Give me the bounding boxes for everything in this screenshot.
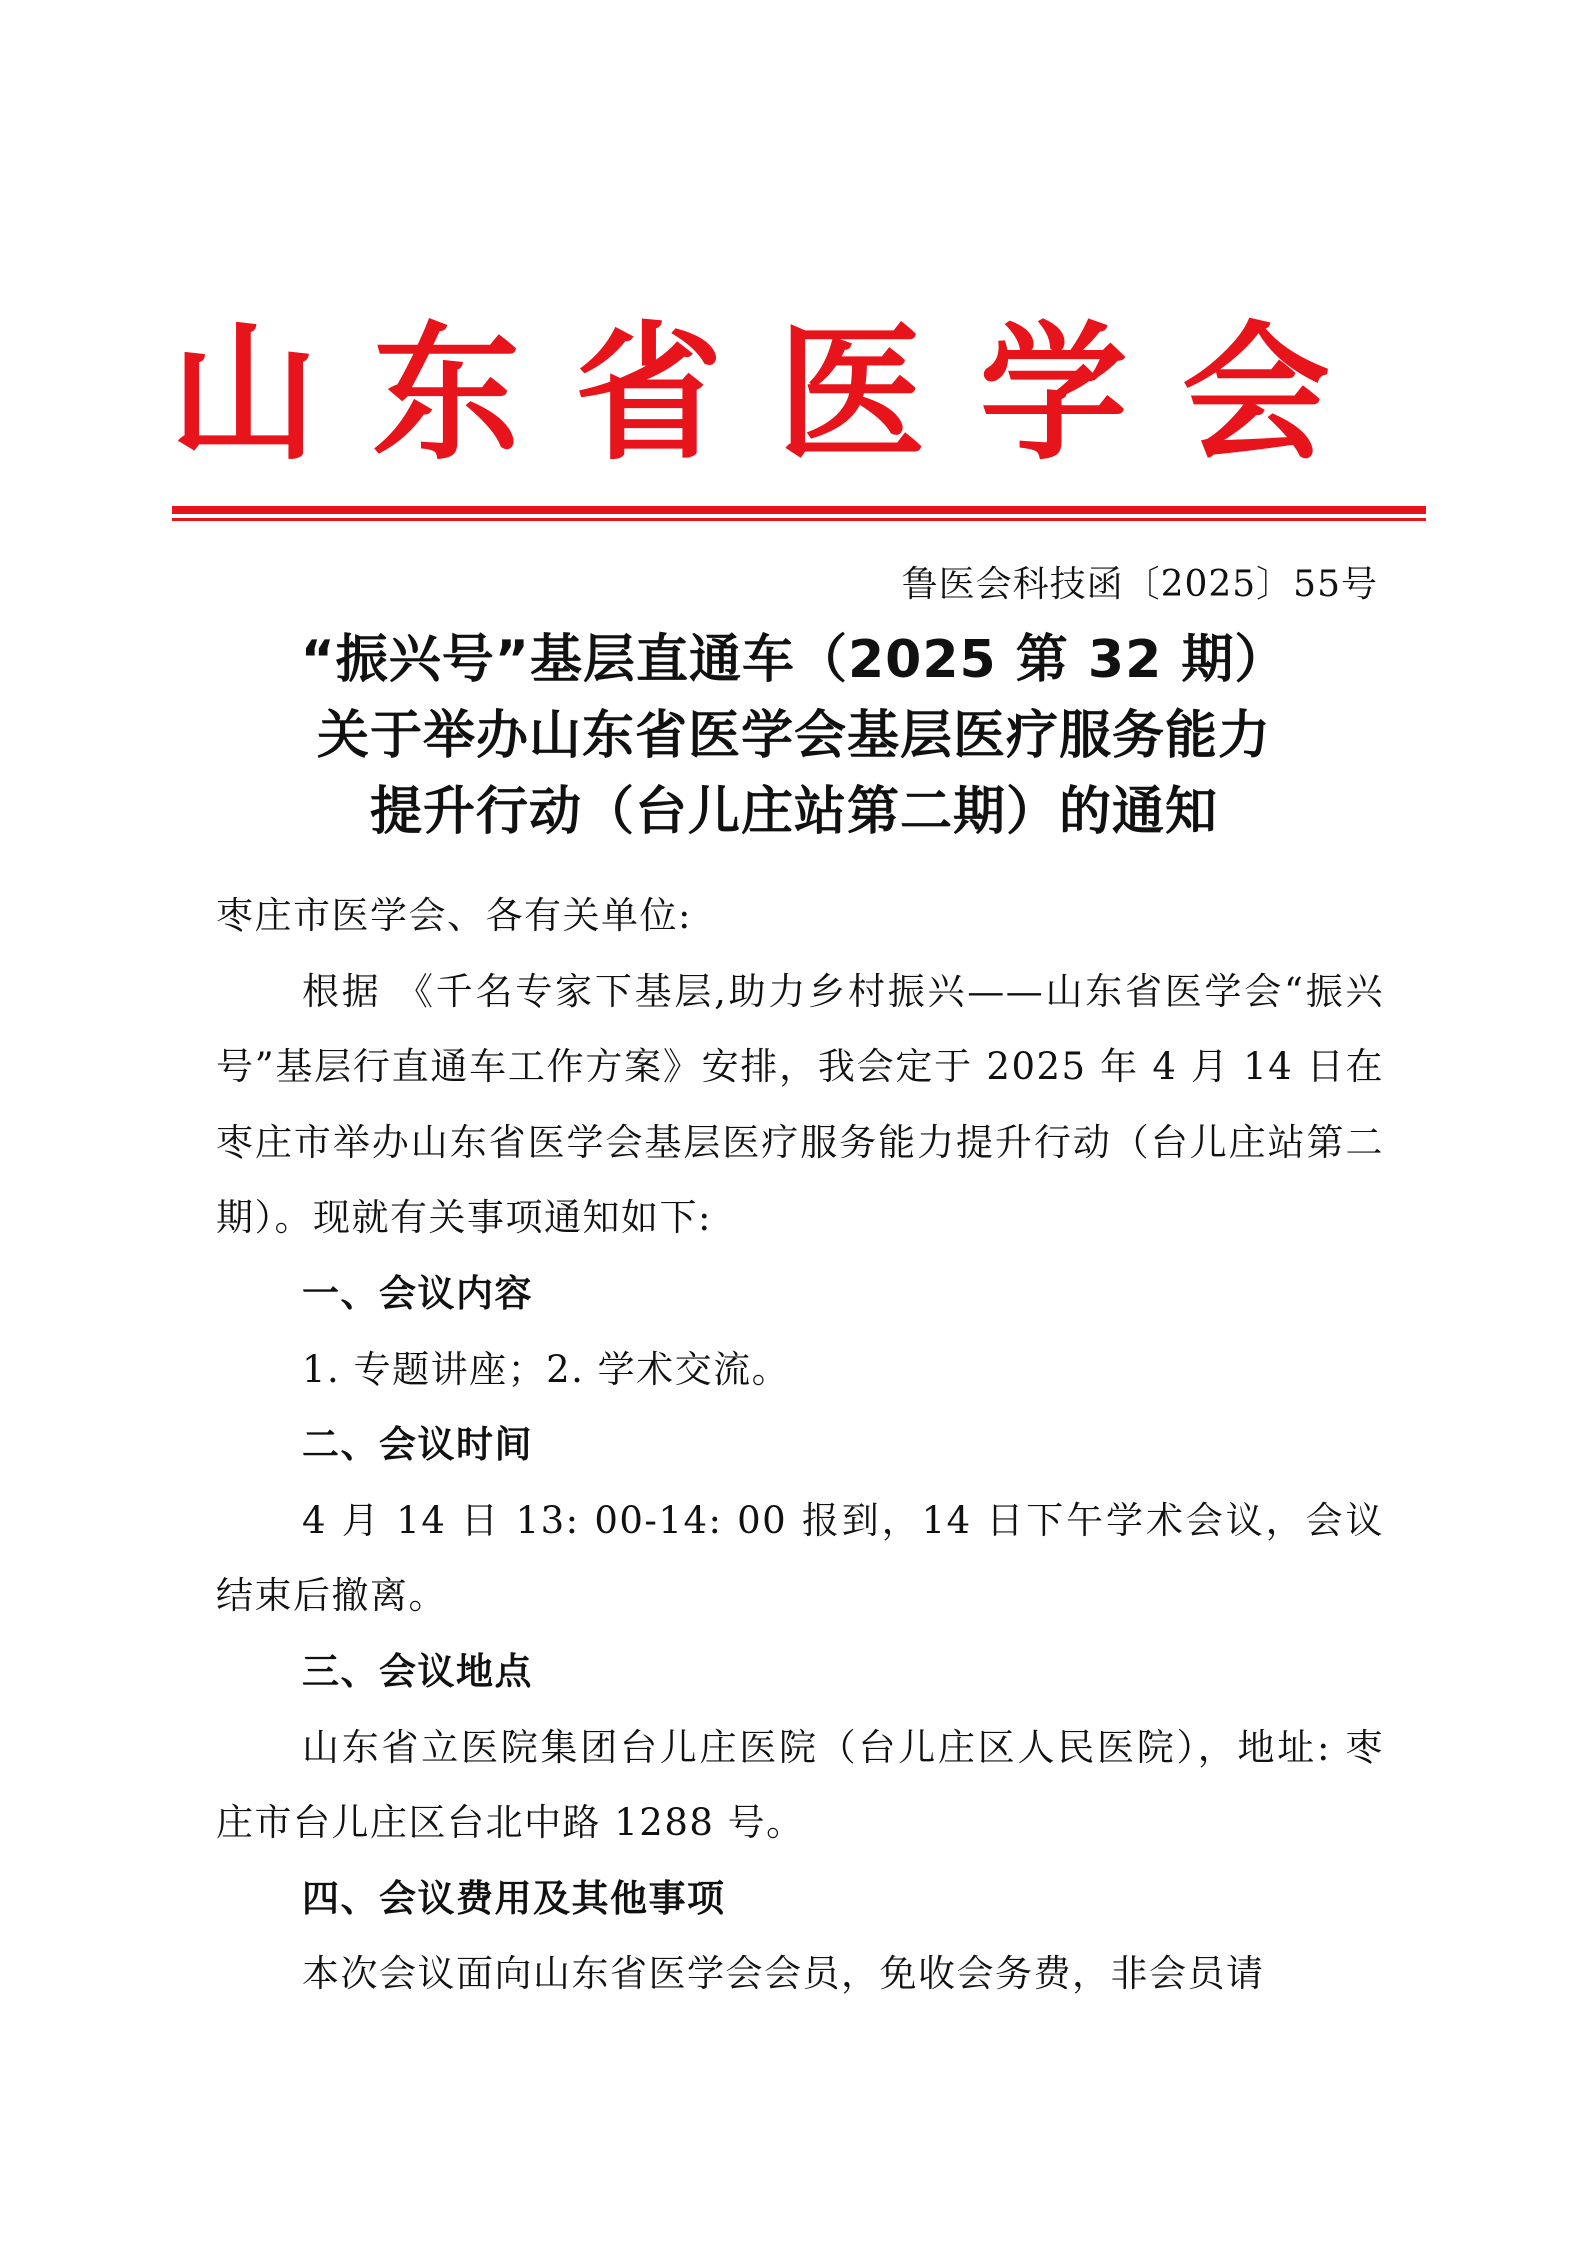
masthead-char: 学 (979, 306, 1128, 480)
masthead-char: 会 (1181, 306, 1330, 480)
section-heading-content: 一、会议内容 (302, 1271, 533, 1315)
section-text-location: 山东省立医院集团台儿庄医院（台儿庄区人民医院），地址: 枣庄市台儿庄区台北中路 1288 号。 (216, 1725, 1384, 1845)
section-text-fees: 本次会议面向山东省医学会会员，免收会务费，非会员请 (302, 1952, 1265, 1996)
title-line-3: 提升行动（台儿庄站第二期）的通知 (369, 782, 1218, 842)
section-text-time: 4 月 14 日 13: 00-14: 00 报到，14 日下午学术会议，会议结束后撤离。 (216, 1498, 1384, 1618)
document-number: 鲁医会科技函〔2025〕55号 (901, 564, 1378, 605)
org-masthead (170, 306, 1330, 480)
title-line-2: 关于举办山东省医学会基层医疗服务能力 (316, 706, 1271, 766)
salutation: 枣庄市医学会、各有关单位: (216, 894, 692, 937)
intro-paragraph: 根据 《千名专家下基层,助力乡村振兴——山东省医学会“振兴号”基层行直通车工作方案》安排，我会定于 2025 年 4 月 14 日在枣庄市举办山东省医学会基层医疗服务能力提升行动（台儿庄站第二期）。现就有关事项通知如下: (216, 969, 1384, 1240)
section-heading-location: 三、会议地点 (302, 1649, 533, 1693)
masthead-char: 东 (372, 306, 521, 480)
masthead-divider-thick (172, 506, 1426, 514)
section-heading-fees: 四、会议费用及其他事项 (302, 1876, 726, 1920)
document-body (216, 878, 1384, 2012)
masthead-char: 医 (777, 306, 926, 480)
section-heading-time: 二、会议时间 (302, 1423, 533, 1467)
masthead-char: 山 (170, 306, 318, 480)
masthead-char: 省 (574, 306, 723, 480)
document-title (160, 622, 1428, 850)
section-text-content: 1. 专题讲座；2. 学术交流。 (302, 1347, 791, 1391)
masthead-divider-thin (172, 518, 1426, 521)
title-line-1: “振兴号”基层直通车（2025 第 32 期） (300, 630, 1288, 690)
